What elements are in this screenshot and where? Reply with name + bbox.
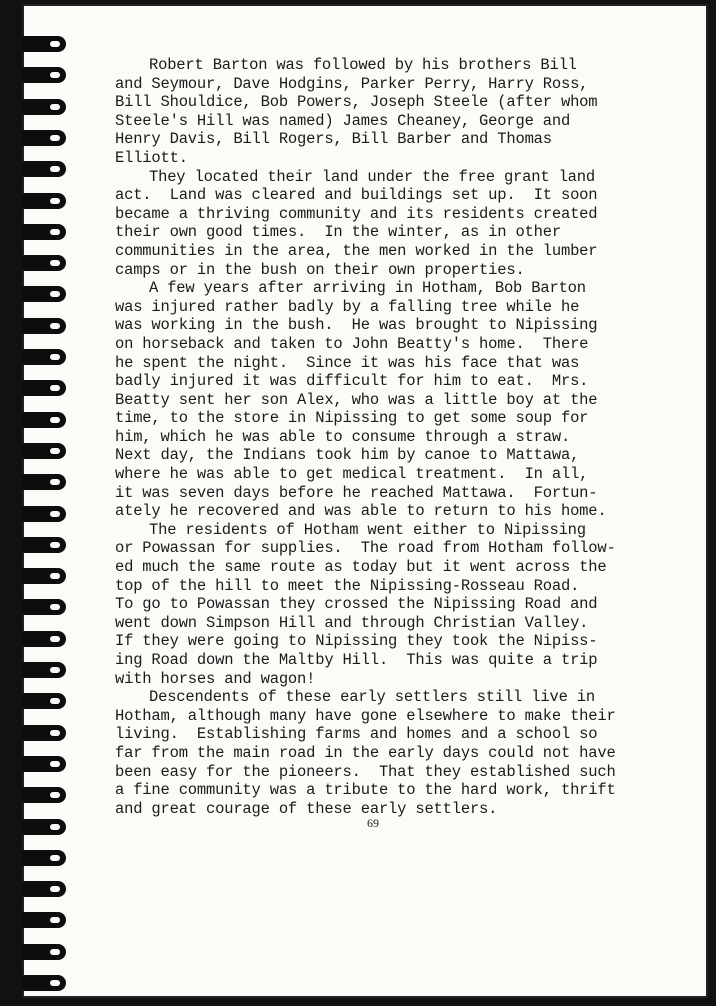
binding-coil <box>22 944 66 960</box>
binding-coil <box>22 193 66 209</box>
binding-coil <box>22 599 66 615</box>
binding-coil <box>22 474 66 490</box>
binding-coil <box>22 412 66 428</box>
binding-coil <box>22 756 66 772</box>
binding-coil <box>22 99 66 115</box>
binding-coil <box>22 819 66 835</box>
text-line: and great courage of these early settlers. <box>115 799 498 818</box>
binding-coil <box>22 662 66 678</box>
text-line: Next day, the Indians took him by canoe to Mattawa, <box>115 446 580 465</box>
binding-coil <box>22 850 66 866</box>
text-line: act. Land was cleared and buildings set up. It soon <box>115 186 598 205</box>
text-line: ed much the same route as today but it went across the <box>115 558 607 577</box>
text-line: Descendents of these early settlers still live in <box>149 688 595 707</box>
text-line: badly injured it was difficult for him to eat. Mrs. <box>115 372 589 391</box>
text-line: Henry Davis, Bill Rogers, Bill Barber and Thomas <box>115 130 552 149</box>
binding-coil <box>22 318 66 334</box>
text-line: where he was able to get medical treatment. In all, <box>115 465 589 484</box>
binding-coil <box>22 881 66 897</box>
text-line: Elliott. <box>115 148 188 167</box>
text-line: To go to Powassan they crossed the Nipissing Road and <box>115 595 598 614</box>
text-line: he spent the night. Since it was his face that was <box>115 353 580 372</box>
binding-coil <box>22 725 66 741</box>
text-line: Robert Barton was followed by his brothers Bill <box>149 56 577 74</box>
binding-coil <box>22 568 66 584</box>
binding-coil <box>22 286 66 302</box>
text-line: and Seymour, Dave Hodgins, Parker Perry, Harry Ross, <box>115 74 589 93</box>
text-line: They located their land under the free grant land <box>149 167 595 186</box>
text-line: been easy for the pioneers. That they established such <box>115 762 616 781</box>
text-line: Beatty sent her son Alex, who was a little boy at the <box>115 390 598 409</box>
paragraph <box>115 168 635 280</box>
paragraph <box>115 521 635 688</box>
spiral-binding <box>22 4 72 998</box>
paragraph <box>115 56 635 168</box>
text-line: him, which he was able to consume through a straw. <box>115 427 571 446</box>
text-line: communities in the area, the men worked in the lumber <box>115 241 598 260</box>
text-line: with horses and wagon! <box>115 669 316 688</box>
text-line: time, to the store in Nipissing to get some soup for <box>115 409 589 428</box>
text-line: A few years after arriving in Hotham, Bob Barton <box>149 279 586 298</box>
page-number: 69 <box>367 816 379 830</box>
text-line: camps or in the bush on their own properties. <box>115 260 525 279</box>
binding-coil <box>22 130 66 146</box>
text-line: went down Simpson Hill and through Christian Valley. <box>115 613 589 632</box>
binding-coil <box>22 506 66 522</box>
paragraph <box>115 279 635 521</box>
text-line: top of the hill to meet the Nipissing-Rosseau Road. <box>115 576 580 595</box>
binding-coil <box>22 443 66 459</box>
text-line: their own good times. In the winter, as in other <box>115 223 561 242</box>
text-line: ing Road down the Maltby Hill. This was quite a trip <box>115 651 598 669</box>
binding-coil <box>22 912 66 928</box>
binding-coil <box>22 975 66 991</box>
text-line: a fine community was a tribute to the hard work, thrift <box>115 781 616 800</box>
text-line: or Powassan for supplies. The road from Hotham follow- <box>115 539 616 558</box>
text-line: Steele's Hill was named) James Cheaney, George and <box>115 111 571 130</box>
binding-coil <box>22 787 66 803</box>
text-line: The residents of Hotham went either to Nipissing <box>149 520 586 539</box>
binding-coil <box>22 693 66 709</box>
text-line: living. Establishing farms and homes and a school so <box>115 725 598 744</box>
text-line: Bill Shouldice, Bob Powers, Joseph Steele (after whom <box>115 93 598 112</box>
binding-coil <box>22 161 66 177</box>
text-line: it was seven days before he reached Mattawa. Fortun- <box>115 483 598 502</box>
binding-coil <box>22 537 66 553</box>
text-line: far from the main road in the early days could not have <box>115 743 616 762</box>
text-line: If they were going to Nipissing they took the Nipiss- <box>115 632 598 651</box>
binding-coil <box>22 224 66 240</box>
binding-coil <box>22 67 66 83</box>
text-line: Hotham, although many have gone elsewhere to make their <box>115 706 616 725</box>
paragraph <box>115 688 635 818</box>
text-line: was working in the bush. He was brought to Nipissing <box>115 316 598 335</box>
binding-coil <box>22 631 66 647</box>
text-line: ately he recovered and was able to return to his home. <box>115 502 607 521</box>
binding-coil <box>22 380 66 396</box>
binding-coil <box>22 349 66 365</box>
binding-coil <box>22 255 66 271</box>
binding-coil <box>22 36 66 52</box>
text-line: on horseback and taken to John Beatty's home. There <box>115 334 589 353</box>
text-line: became a thriving community and its residents created <box>115 204 598 223</box>
text-line: was injured rather badly by a falling tree while he <box>115 297 580 316</box>
page-body <box>115 56 635 818</box>
